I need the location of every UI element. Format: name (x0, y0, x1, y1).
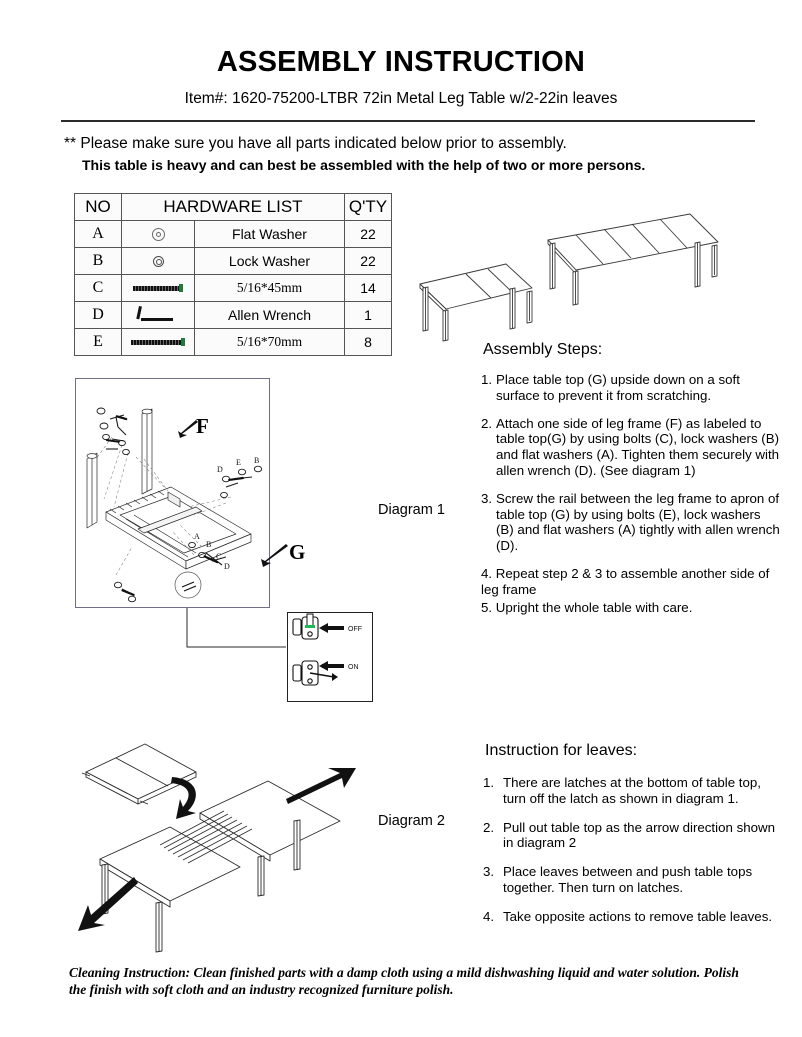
part-letter: B (75, 248, 122, 275)
part-quantity: 22 (345, 248, 392, 275)
assembled-tables-illustration (398, 212, 748, 342)
part-letter: E (75, 329, 122, 356)
step-text: Pull out table top as the arrow direction shown in diagram 2 (503, 819, 776, 851)
header-divider (61, 120, 755, 122)
page-title: ASSEMBLY INSTRUCTION (216, 46, 586, 78)
table-row (75, 248, 392, 275)
column-header-qty: Q'TY (345, 194, 392, 221)
leaves-step (483, 864, 783, 896)
part-description: Lock Washer (195, 248, 345, 275)
part-icon-cell (122, 329, 195, 356)
part-icon-cell (122, 221, 195, 248)
label-g: G (289, 540, 306, 564)
part-icon-cell (122, 248, 195, 275)
step-text: There are latches at the bottom of table top, turn off the latch as shown in diagram 1. (503, 775, 761, 806)
part-letter: C (75, 275, 122, 302)
assembly-step (481, 566, 781, 598)
column-header-hardware-list: HARDWARE LIST (122, 194, 345, 221)
assembly-steps-list (481, 372, 781, 627)
step-text: Upright the whole table with care. (495, 599, 693, 615)
diagram-1-exploded-view (76, 379, 269, 607)
leaves-step (483, 909, 783, 925)
svg-text:B: B (254, 456, 260, 465)
bolt-long-icon (131, 338, 185, 346)
leaves-instructions-list (483, 775, 783, 938)
hardware-list-table (74, 193, 392, 356)
parts-notice: ** Please make sure you have all parts indicated below prior to assembly. (64, 135, 567, 152)
table-row (75, 329, 392, 356)
svg-text:D: D (217, 465, 223, 474)
leaves-step (483, 775, 783, 807)
part-quantity: 14 (345, 275, 392, 302)
step-number: 3. (481, 490, 493, 506)
part-description: 5/16*70mm (195, 329, 345, 356)
assembly-steps-title: Assembly Steps: (483, 341, 603, 358)
assembly-step (481, 491, 781, 554)
svg-text:A: A (194, 532, 200, 541)
part-icon-cell (122, 302, 195, 329)
diagram-1-illustration (75, 378, 270, 608)
column-header-no: NO (75, 194, 122, 221)
pointer-arrow-g-icon (256, 544, 290, 570)
label-f: F (196, 414, 209, 438)
latch-on-off-detail (288, 613, 372, 701)
svg-text:B: B (206, 540, 212, 549)
step-text: Place leaves between and push table tops together. Then turn on latches. (503, 864, 753, 895)
latch-off-label: OFF (348, 626, 362, 633)
off-arrow-icon (319, 623, 344, 633)
leaves-step (483, 820, 783, 852)
latch-on-label: ON (348, 664, 359, 671)
svg-text:E: E (236, 458, 241, 467)
step-number: 2. (481, 415, 493, 431)
step-text: Screw the rail between the leg frame to apron of table top (G) by using bolts (E), lock washers (B) and flat washers (A) tightly with allen wrench (D). (496, 490, 780, 554)
part-description: Flat Washer (195, 221, 345, 248)
part-description: Allen Wrench (195, 302, 345, 329)
lock-washer-icon (153, 256, 164, 267)
allen-wrench-icon (137, 306, 179, 324)
svg-text:C: C (216, 552, 222, 561)
diagram-2-illustration (72, 735, 372, 960)
part-letter: A (75, 221, 122, 248)
table-row (75, 275, 392, 302)
assembly-step (481, 600, 781, 616)
on-arrow-icon (319, 661, 344, 671)
step-number: 3. (483, 864, 495, 880)
step-text: Attach one side of leg frame (F) as labeled to table top(G) by using bolts (C), lock washers (B) and flat washers (A). Tighten them securely with allen wrench (D). (See diagram 1) (496, 415, 780, 478)
flat-washer-icon (152, 228, 165, 241)
table-row (75, 302, 392, 329)
step-number: 5. (481, 599, 493, 615)
table-header-row (75, 194, 392, 221)
step-number: 1. (483, 775, 495, 790)
bolt-icon (133, 284, 183, 292)
cleaning-instruction: Cleaning Instruction: Clean finished parts with a damp cloth using a mild dishwashing liquid and water solution. Polish the finish with soft cloth and an industry recognized furniture polish. (69, 965, 739, 997)
table-row (75, 221, 392, 248)
diagram-2-caption: Diagram 2 (378, 813, 445, 829)
step-text: Place table top (G) upside down on a soft surface to prevent it from scratching. (496, 372, 740, 403)
part-description: 5/16*45mm (195, 275, 345, 302)
weight-warning-notice: This table is heavy and can best be assembled with the help of two or more persons. (82, 157, 646, 173)
step-number: 2. (483, 819, 495, 835)
step-number: 4. (481, 565, 493, 581)
step-text: Repeat step 2 & 3 to assemble another side of leg frame (481, 565, 770, 597)
part-letter: D (75, 302, 122, 329)
pointer-arrow-f-icon (174, 420, 200, 442)
assembly-step (481, 416, 781, 479)
part-quantity: 22 (345, 221, 392, 248)
step-number: 4. (483, 908, 495, 924)
assembly-step (481, 372, 781, 404)
svg-text:D: D (224, 562, 230, 571)
step-text: Take opposite actions to remove table leaves. (503, 908, 773, 924)
part-icon-cell (122, 275, 195, 302)
latch-leader-line (186, 607, 288, 653)
part-quantity: 1 (345, 302, 392, 329)
diagram-1-caption: Diagram 1 (378, 502, 445, 518)
leaves-instructions-title: Instruction for leaves: (485, 742, 638, 759)
latch-detail-box (287, 612, 373, 702)
part-quantity: 8 (345, 329, 392, 356)
step-number: 1. (481, 372, 493, 387)
item-number-subtitle: Item#: 1620-75200-LTBR 72in Metal Leg Table w/2-22in leaves (184, 90, 618, 107)
